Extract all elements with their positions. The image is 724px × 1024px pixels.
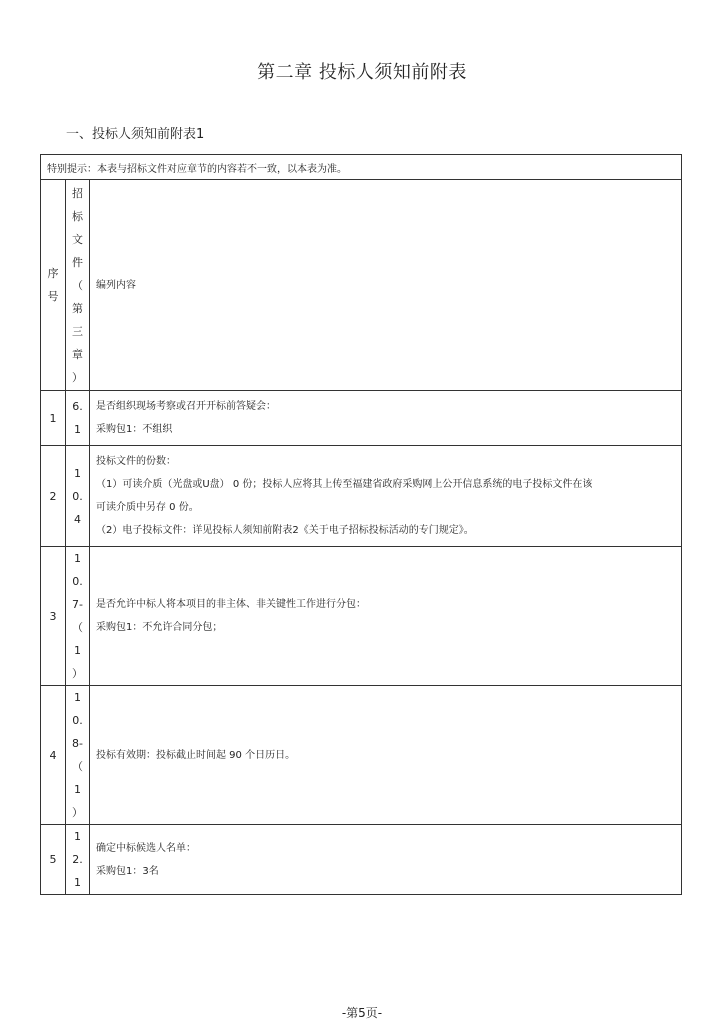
row-serial-number: 1: [41, 391, 66, 446]
vertical-char: 文: [72, 232, 83, 246]
header-clause: [66, 180, 90, 391]
row-content: [90, 686, 682, 825]
header-row: [41, 180, 682, 391]
content-line: 可读介质中另存 0 份。: [96, 502, 199, 513]
vertical-char: （: [72, 760, 83, 773]
vertical-char: 章: [72, 347, 83, 361]
row-content: [90, 825, 682, 895]
content-line: 采购包1：不允许合同分包；: [96, 622, 223, 633]
row-clause-number: [66, 825, 90, 895]
row-clause-number: [66, 446, 90, 547]
content-line: （1）可读介质（光盘或U盘） 0 份；投标人应将其上传至福建省政府采购网上公开信息系统的电子投标文件在该: [96, 479, 593, 490]
vertical-char: 7-: [72, 598, 83, 611]
vertical-char: 2.: [72, 853, 83, 866]
row-serial-number: 5: [41, 825, 66, 895]
note-row: [41, 155, 682, 180]
vertical-char: 标: [72, 209, 83, 223]
content-line: 采购包1：不组织: [96, 424, 173, 435]
row-clause-number: [66, 547, 90, 686]
row-content: [90, 547, 682, 686]
row-clause-number: [66, 391, 90, 446]
vertical-char: 1: [74, 466, 81, 480]
vertical-char: 件: [72, 255, 83, 269]
content-line: 投标文件的份数：: [96, 456, 176, 467]
header-content: 编列内容: [90, 180, 682, 391]
row-content: [90, 391, 682, 446]
vertical-char: 8-: [72, 737, 83, 750]
instructions-table: [40, 154, 682, 895]
content-line: 是否允许中标人将本项目的非主体、非关键性工作进行分包：: [96, 599, 366, 610]
vertical-char: （: [72, 621, 83, 634]
vertical-char: ）: [72, 667, 83, 680]
content-line: （2）电子投标文件：详见投标人须知前附表2《关于电子招标投标活动的专门规定》。: [96, 525, 474, 536]
content-line: 投标有效期：投标截止时间起 90 个日历日。: [96, 749, 296, 761]
section-heading: 一、投标人须知前附表1: [66, 127, 205, 142]
vertical-char: 1: [74, 691, 81, 704]
row-serial-number: 4: [41, 686, 66, 825]
table-row: [41, 446, 682, 547]
row-serial-number: 3: [41, 547, 66, 686]
vertical-char: 1: [74, 423, 81, 436]
vertical-char: （: [72, 278, 83, 292]
table-row: [41, 686, 682, 825]
table-row: [41, 547, 682, 686]
vertical-char: 0.: [72, 489, 83, 503]
vertical-char: 1: [74, 876, 81, 889]
content-line: 采购包1：3名: [96, 865, 159, 877]
row-clause-number: [66, 686, 90, 825]
vertical-char: 第: [72, 301, 83, 315]
vertical-char: 6.: [72, 400, 83, 413]
vertical-char: 1: [74, 644, 81, 657]
vertical-char: 1: [74, 552, 81, 565]
vertical-char: 1: [74, 830, 81, 843]
content-line: 确定中标候选人名单：: [96, 842, 196, 854]
vertical-char: 序: [47, 267, 59, 280]
chapter-title: 第二章 投标人须知前附表: [257, 62, 467, 83]
special-note: 特别提示：本表与招标文件对应章节的内容若不一致，以本表为准。: [41, 155, 682, 180]
header-serial-number: [41, 180, 66, 391]
vertical-char: 三: [72, 324, 83, 338]
table-row: [41, 391, 682, 446]
vertical-char: 号: [47, 290, 59, 303]
vertical-char: 4: [74, 512, 81, 526]
row-content: [90, 446, 682, 547]
page-number: -第5页-: [341, 1006, 383, 1020]
vertical-char: ）: [72, 806, 83, 819]
vertical-char: 1: [74, 783, 81, 796]
vertical-char: 0.: [72, 714, 83, 727]
vertical-char: 招: [72, 186, 83, 200]
table-row: [41, 825, 682, 895]
content-line: 是否组织现场考察或召开开标前答疑会：: [96, 401, 276, 412]
row-serial-number: 2: [41, 446, 66, 547]
vertical-char: 0.: [72, 575, 83, 588]
vertical-char: ）: [72, 370, 83, 384]
